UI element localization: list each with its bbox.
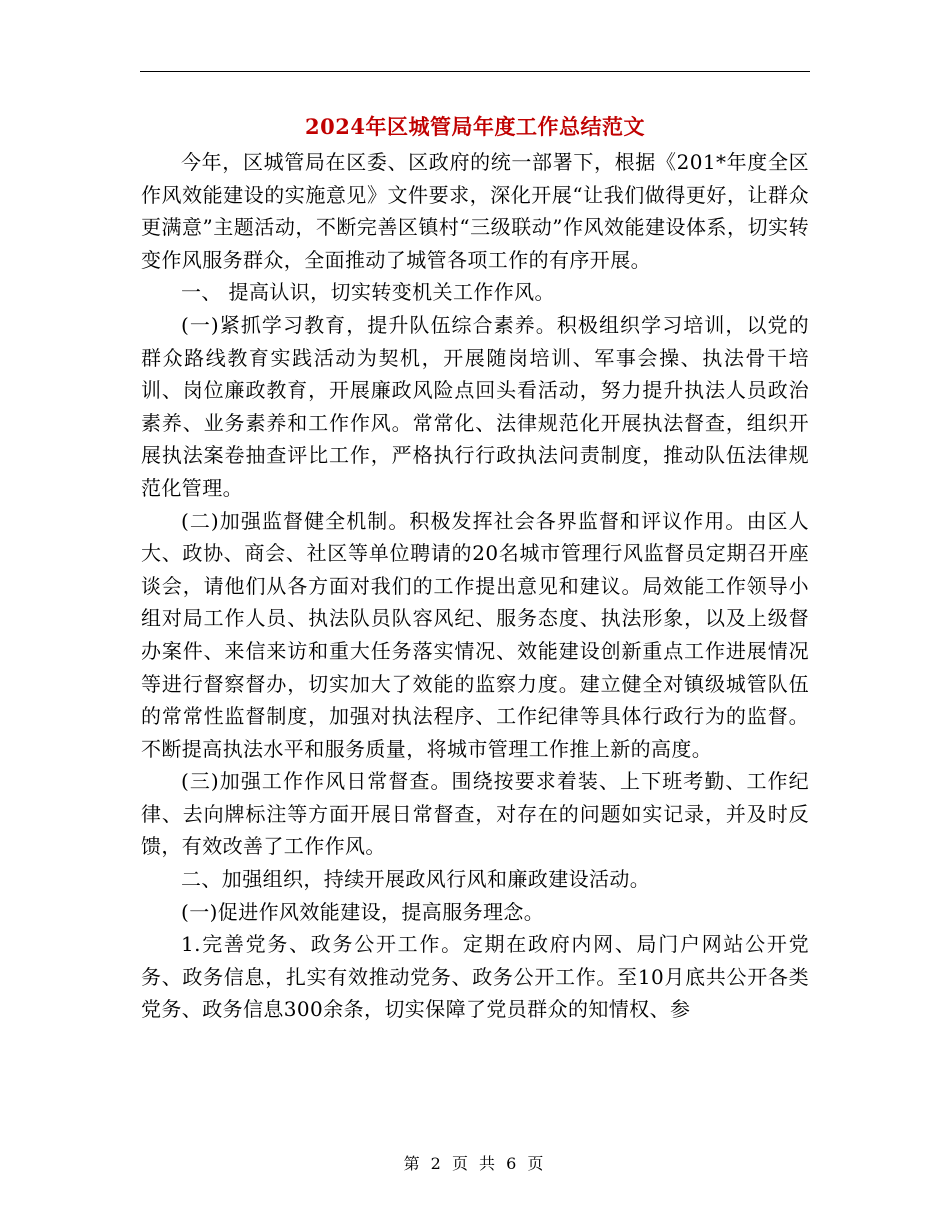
document-body	[141, 146, 809, 1026]
subsection-1-3: (三)加强工作作风日常督查。围绕按要求着装、上下班考勤、工作纪律、去向牌标注等方面开展日常督查，对存在的问题如实记录，并及时反馈，有效改善了工作作风。	[141, 769, 809, 859]
item-2-1-1: 1.完善党务、政务公开工作。定期在政府内网、局门户网站公开党务、政务信息，扎实有效推动党务、政务公开工作。至10月底共公开各类党务、政务信息300余条，切实保障了党员群众的知情权、参	[141, 932, 809, 1022]
header-rule	[140, 71, 810, 72]
subsection-2-1: (一)促进作风效能建设，提高服务理念。	[181, 899, 545, 924]
section-heading-1: 一、 提高认识，切实转变机关工作作风。	[181, 280, 555, 305]
subsection-1-1: (一)紧抓学习教育，提升队伍综合素养。积极组织学习培训，以党的群众路线教育实践活动为契机，开展随岗培训、军事会操、执法骨干培训、岗位廉政教育，开展廉政风险点回头看活动，努力提升执法人员政治素养、业务素养和工作作风。常常化、法律规范化开展执法督查，组织开展执法案卷抽查评比工作，严格执行行政执法问责制度，推动队伍法律规范化管理。	[141, 312, 809, 500]
subsection-1-2: (二)加强监督健全机制。积极发挥社会各界监督和评议作用。由区人大、政协、商会、社区等单位聘请的20名城市管理行风监督员定期召开座谈会，请他们从各方面对我们的工作提出意见和建议。局效能工作领导小组对局工作人员、执法队员队容风纪、服务态度、执法形象，以及上级督办案件、来信来访和重大任务落实情况、效能建设创新重点工作进展情况等进行督察督办，切实加大了效能的监察力度。建立健全对镇级城管队伍的常常性监督制度，加强对执法程序、工作纪律等具体行政行为的监督。不断提高执法水平和服务质量，将城市管理工作推上新的高度。	[141, 508, 809, 761]
page-number-footer: 第 2 页 共 6 页	[403, 1154, 547, 1173]
intro-paragraph: 今年，区城管局在区委、区政府的统一部署下，根据《201*年度全区作风效能建设的实施意见》文件要求，深化开展“让我们做得更好，让群众更满意”主题活动，不断完善区镇村“三级联动”作风效能建设体系，切实转变作风服务群众，全面推动了城管各项工作的有序开展。	[141, 150, 809, 272]
section-heading-2: 二、加强组织，持续开展政风行风和廉政建设活动。	[181, 867, 651, 892]
document-title: 2024年区城管局年度工作总结范文	[305, 114, 645, 139]
